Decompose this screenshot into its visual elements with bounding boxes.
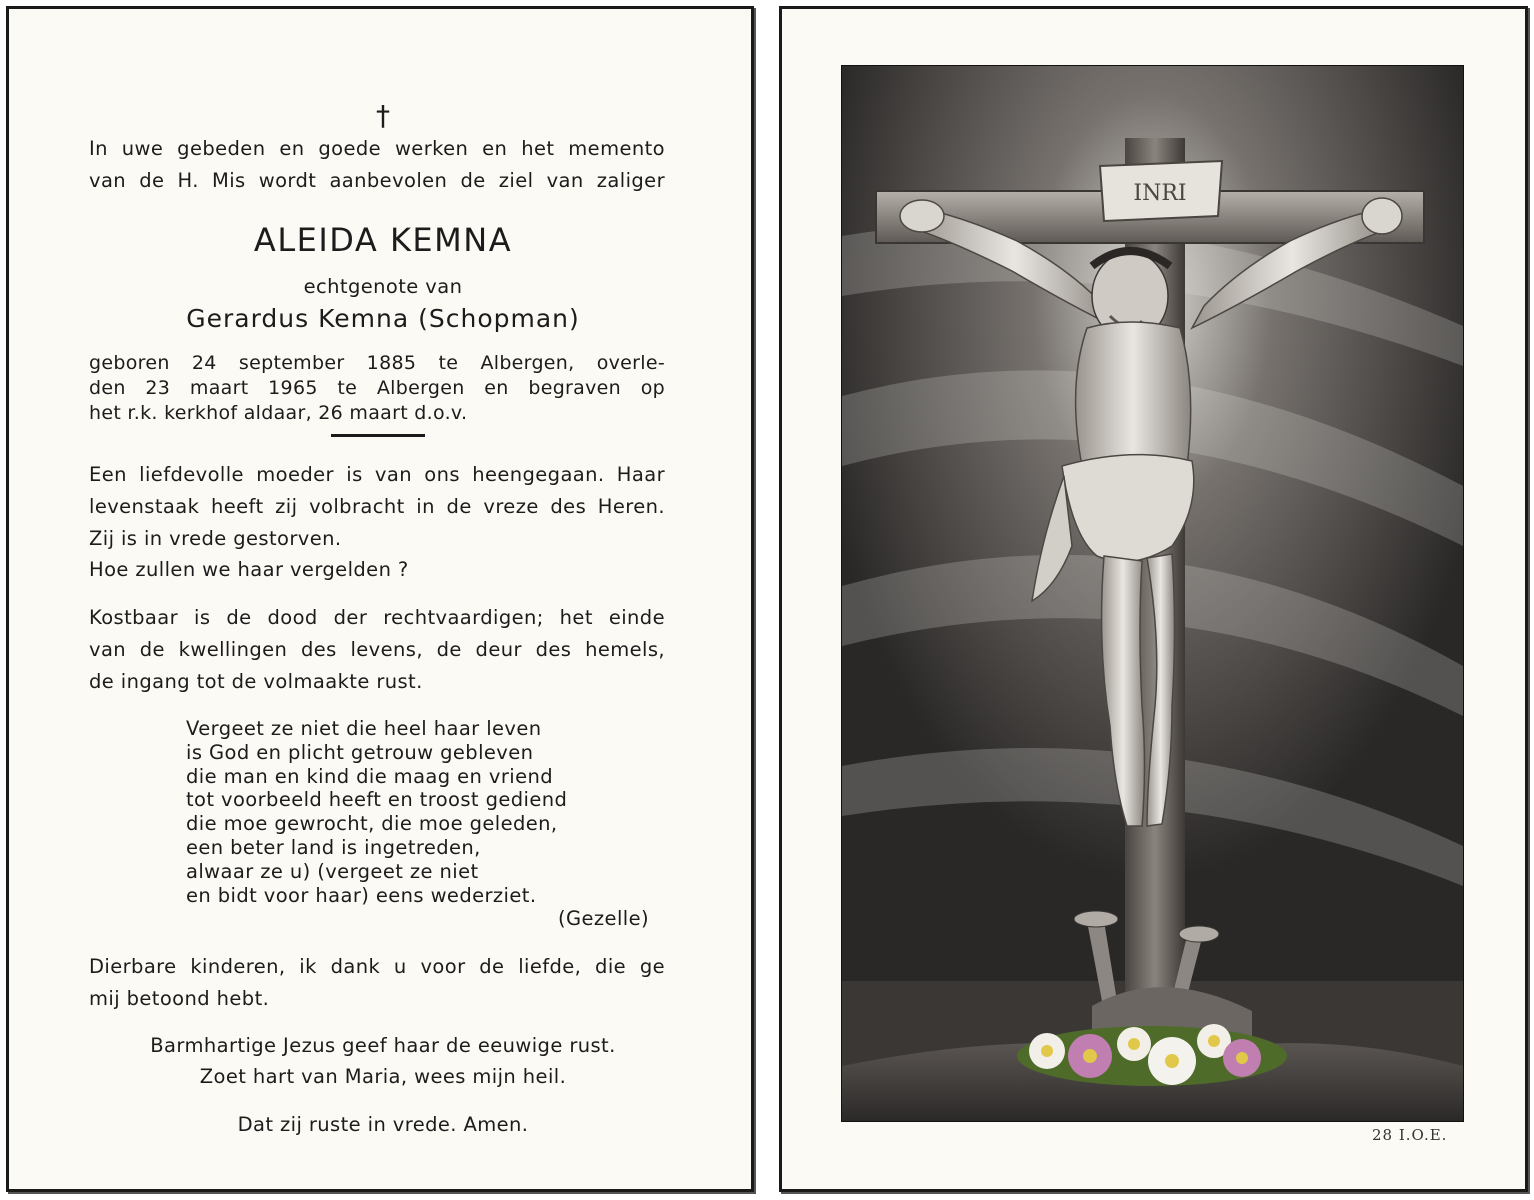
poem-line-6: een beter land is ingetreden, xyxy=(186,836,481,859)
intro-line-1: In uwe gebeden en goede werken en het memento xyxy=(89,137,665,160)
paragraph1-line-3: Zij is in vrede gestorven. xyxy=(89,527,342,550)
bio-line-3: het r.k. kerkhof aldaar, 26 maart d.o.v. xyxy=(89,402,468,424)
divider-rule xyxy=(331,434,425,437)
paragraph1-line-1: Een liefdevolle moeder is van ons heengegaan. Haar xyxy=(89,463,665,486)
crucifix-drawing xyxy=(842,66,1463,1121)
prayer-line-2: Zoet hart van Maria, wees mijn heil. xyxy=(199,1065,567,1088)
bio-line-2: den 23 maart 1965 te Albergen en begraven op xyxy=(89,377,665,399)
poem-line-7: alwaar ze u) (vergeet ze niet xyxy=(186,860,479,883)
memorial-card-text-side xyxy=(6,6,754,1192)
poem-line-8: en bidt voor haar) eens wederziet. xyxy=(186,884,537,907)
poem-line-1: Vergeet ze niet die heel haar leven xyxy=(186,717,542,740)
paragraph3-line-2: mij betoond hebt. xyxy=(89,987,270,1010)
poem-line-3: die man en kind die maag en vriend xyxy=(186,765,554,788)
spouse-name: Gerardus Kemna (Schopman) xyxy=(186,304,580,333)
cross-symbol: † xyxy=(376,99,390,132)
memorial-card-image-side xyxy=(779,6,1528,1192)
paragraph3-line-1: Dierbare kinderen, ik dank u voor de liefde, die ge xyxy=(89,955,665,978)
prayer-line-1: Barmhartige Jezus geef haar de eeuwige rust. xyxy=(150,1034,616,1057)
bio-line-1: geboren 24 september 1885 te Albergen, overle- xyxy=(89,352,665,374)
spouse-prefix: echtgenote van xyxy=(303,275,463,298)
poem-author: (Gezelle) xyxy=(558,907,649,930)
paragraph2-line-3: de ingang tot de volmaakte rust. xyxy=(89,670,423,693)
poem-line-2: is God en plicht getrouw gebleven xyxy=(186,741,534,764)
paragraph1-line-2: levenstaak heeft zij volbracht in de vreze des Heren. xyxy=(89,495,665,518)
final-blessing: Dat zij ruste in vrede. Amen. xyxy=(237,1113,529,1136)
paragraph1-line-4: Hoe zullen we haar vergelden ? xyxy=(89,558,409,581)
inri-inscription: INRI xyxy=(1133,181,1187,206)
intro-line-2: van de H. Mis wordt aanbevolen de ziel van zaliger xyxy=(89,169,665,192)
paragraph2-line-1: Kostbaar is de dood der rechtvaardigen; het einde xyxy=(89,606,665,629)
poem-line-5: die moe gewrocht, die moe geleden, xyxy=(186,812,558,835)
crucifix-illustration xyxy=(841,65,1464,1122)
deceased-name: ALEIDA KEMNA xyxy=(253,221,513,259)
paragraph2-line-2: van de kwellingen des levens, de deur des hemels, xyxy=(89,638,665,661)
poem-line-4: tot voorbeeld heeft en troost gediend xyxy=(186,788,568,811)
printer-credit: 28 I.O.E. xyxy=(1372,1126,1448,1144)
